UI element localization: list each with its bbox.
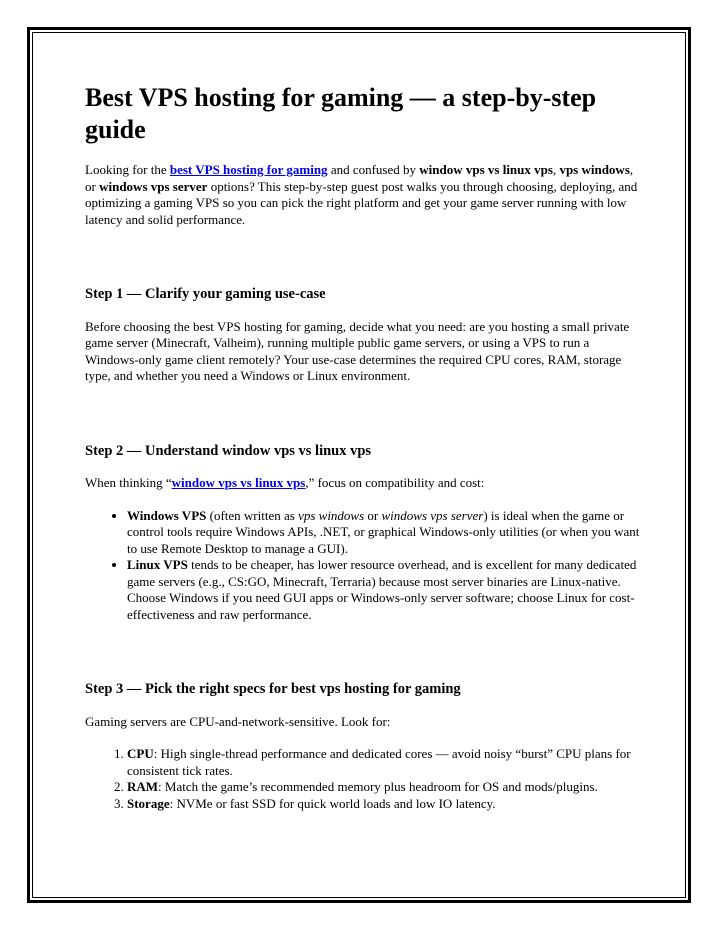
bullet-text: tends to be cheaper, has lower resource overhead, and is excellent for many dedicated game servers (e.g., CS:GO, Minecraft, Terraria) because most server binaries are Linux-native. (127, 557, 637, 589)
document-body (85, 82, 640, 812)
item-text: : NVMe or fast SSD for quick world loads and low IO latency. (169, 795, 496, 811)
step1-paragraph: Before choosing the best VPS hosting for gaming, decide what you need: are you hosting a small private game server (Minecraft, Valheim), running multiple public game servers, or using a VPS to run a Windows-only game client remotely? Your use-case determines the required CPU cores, RAM, storage type, and whether you need a Windows or Linux environment. (85, 318, 630, 383)
item-text: : High single-thread performance and dedicated cores — avoid noisy “burst” CPU plans for consistent tick rates. (127, 746, 631, 778)
list-item (127, 557, 640, 623)
intro-paragraph (85, 162, 640, 228)
intro-text: options? This step-by-step guest post walks you through choosing, deploying, and optimizing a gaming VPS so you can pick the right platform and get your game server running with low latency and solid performance. (85, 178, 638, 227)
bullet-bold: Windows VPS (127, 507, 207, 523)
step3-heading: Step 3 — Pick the right specs for best vps hosting for gaming (85, 681, 461, 697)
intro-text: , (552, 162, 560, 177)
intro-text: and confused by (327, 162, 420, 177)
bullet-text: ) is ideal when the game or control tools require Windows APIs, .NET, or graphical Windows-only utilities (or when you want to use Remote Desktop to manage a GUI). (127, 507, 640, 556)
spacer (85, 385, 640, 443)
step1-heading: Step 1 — Clarify your gaming use-case (85, 286, 326, 302)
list-item (127, 746, 640, 779)
intro-bold-keyword: windows vps server (99, 178, 208, 194)
step2-heading: Step 2 — Understand window vps vs linux vps (85, 442, 372, 459)
bullet-text: (often written as (206, 507, 299, 523)
step2-text: ,” focus on compatibility and cost: (305, 475, 485, 490)
item-bold: RAM (127, 779, 159, 794)
bullet-text: or (364, 507, 382, 523)
page-title: Best VPS hosting for gaming — a step-by-step guide (85, 83, 597, 144)
intro-bold-keyword: vps windows (559, 162, 630, 177)
best-vps-gaming-link[interactable]: best VPS hosting for gaming (169, 162, 328, 177)
list-item (127, 779, 640, 796)
intro-text: Looking for the (85, 162, 170, 177)
list-item (127, 508, 640, 558)
spacer (85, 698, 640, 714)
spacer (85, 303, 640, 319)
spacer (85, 228, 640, 286)
spacer (85, 459, 640, 475)
item-bold: CPU (127, 746, 154, 761)
intro-bold-keyword: window vps vs linux vps (419, 162, 553, 177)
step2-bullet-list (85, 508, 640, 624)
spacer (85, 623, 640, 681)
item-text: : Match the game’s recommended memory plus headroom for OS and mods/plugins. (158, 779, 598, 794)
step3-paragraph: Gaming servers are CPU-and-network-sensitive. Look for: (85, 713, 391, 729)
step3-numbered-list (85, 746, 640, 812)
item-bold: Storage (127, 795, 170, 811)
bullet-bold: Linux VPS (127, 557, 188, 572)
step2-paragraph (85, 475, 640, 492)
window-vps-vs-linux-vps-link[interactable]: window vps vs linux vps (171, 475, 306, 490)
intro-text: , or (85, 162, 634, 194)
bullet-text: Choose Windows if you need GUI apps or Windows-only server software; choose Linux for cost-effectiveness and raw performance. (127, 590, 635, 622)
bullet-italic: vps windows (298, 507, 365, 523)
step2-text: When thinking “ (85, 475, 172, 490)
bullet-italic: windows vps server (381, 507, 484, 523)
list-item (127, 796, 640, 813)
